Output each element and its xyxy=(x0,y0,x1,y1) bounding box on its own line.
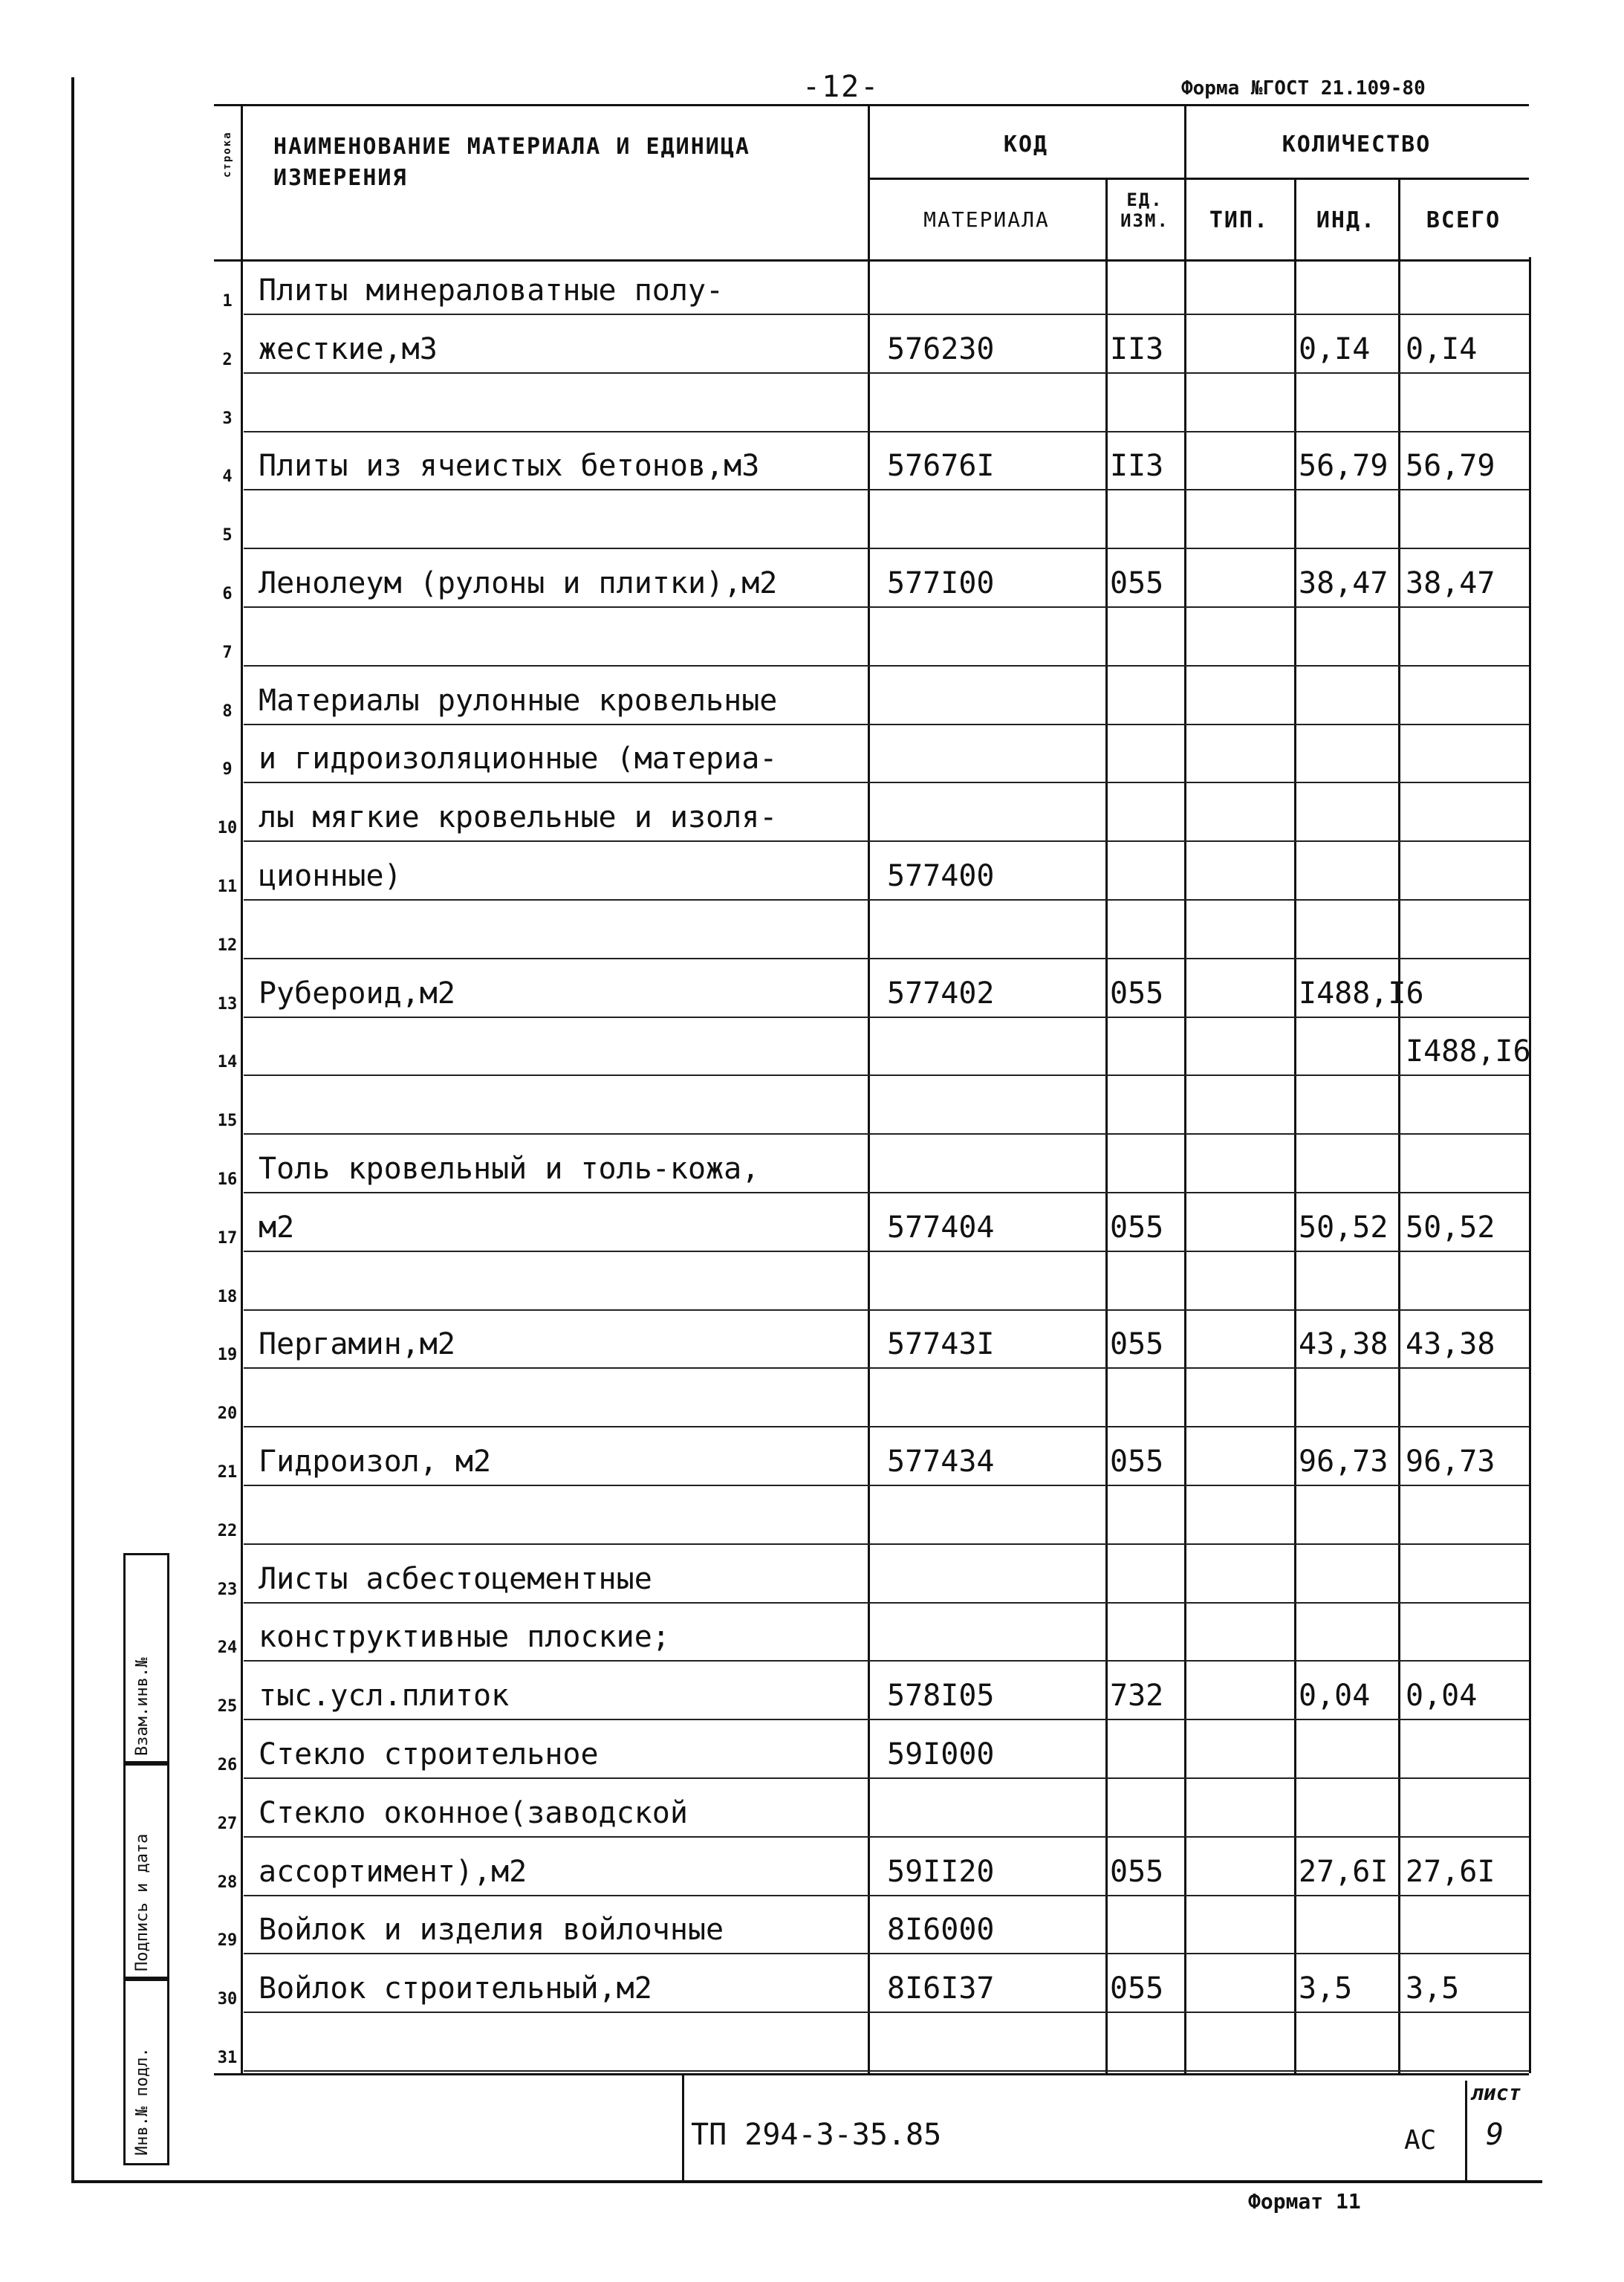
row-rule xyxy=(244,1017,1529,1018)
row-number: 29 xyxy=(217,1931,238,1951)
cell-ind: 3,5 xyxy=(1299,1971,1353,2006)
table-row xyxy=(214,1546,1529,1604)
row-rule xyxy=(244,2070,1529,2072)
cell-name: Толь кровельный и толь-кожа, xyxy=(259,1152,760,1186)
page-number: -12- xyxy=(802,70,880,104)
form-reference: Форма №ГОСТ 21.109-80 xyxy=(1181,77,1426,100)
row-number: 30 xyxy=(217,1990,238,2009)
sheet-label: лист xyxy=(1471,2081,1521,2105)
row-rule xyxy=(244,1719,1529,1720)
cell-unit: II3 xyxy=(1110,331,1164,366)
table-row xyxy=(214,960,1529,1018)
row-number: 2 xyxy=(222,350,233,369)
row-rule xyxy=(244,1485,1529,1486)
row-rule xyxy=(244,1133,1529,1135)
row-rule xyxy=(244,1777,1529,1779)
row-number: 21 xyxy=(217,1463,238,1482)
cell-name: Плиты минераловатные полу- xyxy=(259,273,724,308)
cell-code: 59II20 xyxy=(887,1854,995,1889)
cell-total: 3,5 xyxy=(1406,1971,1460,2006)
row-rule xyxy=(244,899,1529,901)
cell-name: Ленолеум (рулоны и плитки),м2 xyxy=(259,566,778,600)
cell-name: Рубероид,м2 xyxy=(259,976,455,1011)
cell-code: 59I000 xyxy=(887,1737,995,1772)
cell-unit: 732 xyxy=(1110,1679,1164,1714)
cell-name: Материалы рулонные кровельные xyxy=(259,683,778,718)
row-number: 23 xyxy=(217,1580,238,1599)
cell-name: Войлок и изделия войлочные xyxy=(259,1913,724,1948)
sheet-format: Формат 11 xyxy=(1248,2189,1361,2214)
cell-name: Стекло оконное(заводской xyxy=(259,1795,688,1830)
table-row xyxy=(214,725,1529,783)
table-row xyxy=(214,901,1529,959)
cell-code: 57676I xyxy=(887,449,995,484)
cell-ind: 96,73 xyxy=(1299,1445,1388,1479)
row-number: 7 xyxy=(222,643,233,662)
table-row xyxy=(214,1253,1529,1311)
row-rule xyxy=(244,1192,1529,1193)
table-row xyxy=(214,1135,1529,1193)
cell-name: и гидроизоляционные (материа- xyxy=(259,742,778,777)
quantity-header: КОЛИЧЕСТВО xyxy=(1282,132,1432,158)
column-divider xyxy=(1529,257,1531,2073)
cell-ind: I488,I6 xyxy=(1299,976,1424,1011)
cell-name: Стекло строительное xyxy=(259,1737,599,1772)
row-number: 10 xyxy=(217,819,238,838)
row-rule xyxy=(244,665,1529,667)
cell-code: 57743I xyxy=(887,1327,995,1362)
cell-unit: 055 xyxy=(1110,1854,1164,1889)
code-column-header: КОД xyxy=(1003,132,1049,158)
row-number: 24 xyxy=(217,1638,238,1658)
name-column-header: НАИМЕНОВАНИЕ МАТЕРИАЛА И ЕДИНИЦА ИЗМЕРЕНИЯ xyxy=(273,134,750,191)
row-number: 5 xyxy=(222,526,233,545)
table-row xyxy=(214,1018,1529,1076)
cell-total: I488,I6 xyxy=(1406,1034,1531,1069)
row-number: 3 xyxy=(222,409,233,428)
row-rule xyxy=(244,1895,1529,1896)
side-stamp-inv-no: Инв.№ подл. xyxy=(123,1977,169,2165)
row-rule xyxy=(244,1543,1529,1545)
row-number: 9 xyxy=(222,760,233,779)
side-stamp-replace-inv: Взам.инв.№ xyxy=(123,1553,169,1766)
row-rule xyxy=(244,431,1529,432)
cell-name: лы мягкие кровельные и изоля- xyxy=(259,800,778,835)
row-number: 15 xyxy=(217,1112,238,1131)
row-number: 18 xyxy=(217,1287,238,1306)
row-number: 13 xyxy=(217,994,238,1014)
row-number: 16 xyxy=(217,1170,238,1189)
row-rule xyxy=(244,782,1529,783)
cell-unit: II3 xyxy=(1110,449,1164,484)
cell-name: тыс.усл.плиток xyxy=(259,1679,510,1714)
row-number: 20 xyxy=(217,1404,238,1424)
row-number: 12 xyxy=(217,936,238,955)
table-row xyxy=(214,1487,1529,1545)
cell-unit: 055 xyxy=(1110,976,1164,1011)
discipline-stamp: АС xyxy=(1404,2125,1437,2156)
table-row xyxy=(214,1428,1529,1486)
cell-unit: 055 xyxy=(1110,1445,1164,1479)
cell-name: Пергамин,м2 xyxy=(259,1327,455,1362)
row-rule xyxy=(244,606,1529,608)
table-row xyxy=(214,843,1529,901)
table-row xyxy=(214,1955,1529,2013)
cell-ind: 50,52 xyxy=(1299,1210,1388,1245)
cell-total: 50,52 xyxy=(1406,1210,1495,1245)
table-row xyxy=(214,375,1529,432)
row-rule xyxy=(244,1836,1529,1838)
cell-code: 577434 xyxy=(887,1445,995,1479)
sheet-number: 9 xyxy=(1486,2118,1504,2152)
table-row xyxy=(214,784,1529,842)
table-row xyxy=(214,1604,1529,1662)
table-row xyxy=(214,1077,1529,1135)
row-number: 11 xyxy=(217,878,238,896)
row-rule xyxy=(244,1367,1529,1369)
row-number: 22 xyxy=(217,1521,238,1540)
row-number: 19 xyxy=(217,1346,238,1365)
row-number: 25 xyxy=(217,1697,238,1717)
table-header xyxy=(214,104,1529,262)
title-block-divider xyxy=(682,2075,684,2182)
row-rule xyxy=(244,1660,1529,1662)
row-number: 6 xyxy=(222,585,233,603)
table-row xyxy=(214,316,1529,374)
table-row xyxy=(214,432,1529,490)
row-rule xyxy=(244,1953,1529,1954)
header-subdivider xyxy=(868,178,1529,180)
row-rule xyxy=(244,548,1529,549)
table-row xyxy=(214,1838,1529,1896)
cell-name: Плиты из ячеистых бетонов,м3 xyxy=(259,449,760,484)
table-row xyxy=(214,257,1529,315)
cell-ind: 43,38 xyxy=(1299,1327,1388,1362)
row-number: 31 xyxy=(217,2049,238,2067)
side-stamp-signature: Подпись и дата xyxy=(123,1761,169,1981)
row-rule xyxy=(244,1074,1529,1076)
cell-name: Листы асбестоцементные xyxy=(259,1561,652,1596)
cell-name: м2 xyxy=(259,1210,295,1245)
typical-header: ТИП. xyxy=(1209,207,1270,233)
cell-unit: 055 xyxy=(1110,566,1164,600)
cell-code: 577I00 xyxy=(887,566,995,600)
cell-name: ционные) xyxy=(259,859,402,893)
cell-ind: 0,04 xyxy=(1299,1679,1371,1714)
cell-total: 38,47 xyxy=(1406,566,1495,600)
table-row xyxy=(214,2014,1529,2072)
table-row xyxy=(214,491,1529,549)
header-divider xyxy=(241,106,243,259)
table-row xyxy=(214,609,1529,667)
row-rule xyxy=(244,2012,1529,2013)
cell-total: 0,I4 xyxy=(1406,331,1478,366)
header-divider xyxy=(868,106,870,259)
cell-total: 27,6I xyxy=(1406,1854,1495,1889)
row-rule xyxy=(244,1251,1529,1252)
row-number: 14 xyxy=(217,1053,238,1072)
header-divider xyxy=(1184,106,1186,259)
row-rule xyxy=(244,1426,1529,1427)
total-header: ВСЕГО xyxy=(1426,207,1501,233)
cell-code: 576230 xyxy=(887,331,995,366)
row-number: 27 xyxy=(217,1814,238,1833)
row-number-header: строка xyxy=(221,131,233,178)
row-rule xyxy=(244,724,1529,725)
cell-total: 0,04 xyxy=(1406,1679,1478,1714)
table-row xyxy=(214,667,1529,725)
row-number: 26 xyxy=(217,1756,238,1774)
table-row xyxy=(214,1896,1529,1954)
row-number: 28 xyxy=(217,1873,238,1892)
table-row xyxy=(214,550,1529,608)
cell-unit: 055 xyxy=(1110,1327,1164,1362)
table-row xyxy=(214,1662,1529,1720)
row-rule xyxy=(244,489,1529,490)
row-number: 8 xyxy=(222,701,233,721)
cell-name: ассортимент),м2 xyxy=(259,1854,527,1889)
cell-code: 8I6000 xyxy=(887,1913,995,1948)
cell-unit: 055 xyxy=(1110,1210,1164,1245)
cell-ind: 27,6I xyxy=(1299,1854,1388,1889)
table-row xyxy=(214,1780,1529,1838)
cell-name: Гидроизол, м2 xyxy=(259,1445,492,1479)
cell-code: 8I6I37 xyxy=(887,1971,995,2006)
row-rule xyxy=(244,314,1529,315)
row-rule xyxy=(244,840,1529,842)
cell-code: 577400 xyxy=(887,859,995,893)
row-rule xyxy=(244,372,1529,374)
cell-name: жесткие,м3 xyxy=(259,331,438,366)
row-number: 4 xyxy=(222,467,233,487)
material-code-header: МАТЕРИАЛА xyxy=(923,207,1050,232)
cell-code: 578I05 xyxy=(887,1679,995,1714)
table-row xyxy=(214,1311,1529,1369)
cell-code: 577404 xyxy=(887,1210,995,1245)
cell-ind: 56,79 xyxy=(1299,449,1388,484)
cell-total: 96,73 xyxy=(1406,1445,1495,1479)
row-rule xyxy=(244,1602,1529,1604)
cell-ind: 0,I4 xyxy=(1299,331,1371,366)
row-rule xyxy=(244,958,1529,959)
cell-total: 56,79 xyxy=(1406,449,1495,484)
table-row xyxy=(214,1194,1529,1252)
unit-code-header: ЕД. ИЗМ. xyxy=(1120,189,1169,231)
frame-left-border xyxy=(71,77,74,2180)
individual-header: ИНД. xyxy=(1316,207,1377,233)
cell-ind: 38,47 xyxy=(1299,566,1388,600)
document-code: ТП 294-3-35.85 xyxy=(691,2118,942,2152)
cell-total: 43,38 xyxy=(1406,1327,1495,1362)
row-number: 17 xyxy=(217,1228,238,1248)
row-rule xyxy=(244,1309,1529,1311)
cell-unit: 055 xyxy=(1110,1971,1164,2006)
cell-name: Войлок строительный,м2 xyxy=(259,1971,652,2006)
table-row xyxy=(214,1369,1529,1427)
cell-code: 577402 xyxy=(887,976,995,1011)
cell-name: конструктивные плоские; xyxy=(259,1620,670,1655)
table-row xyxy=(214,1721,1529,1779)
row-number: 1 xyxy=(222,292,233,311)
